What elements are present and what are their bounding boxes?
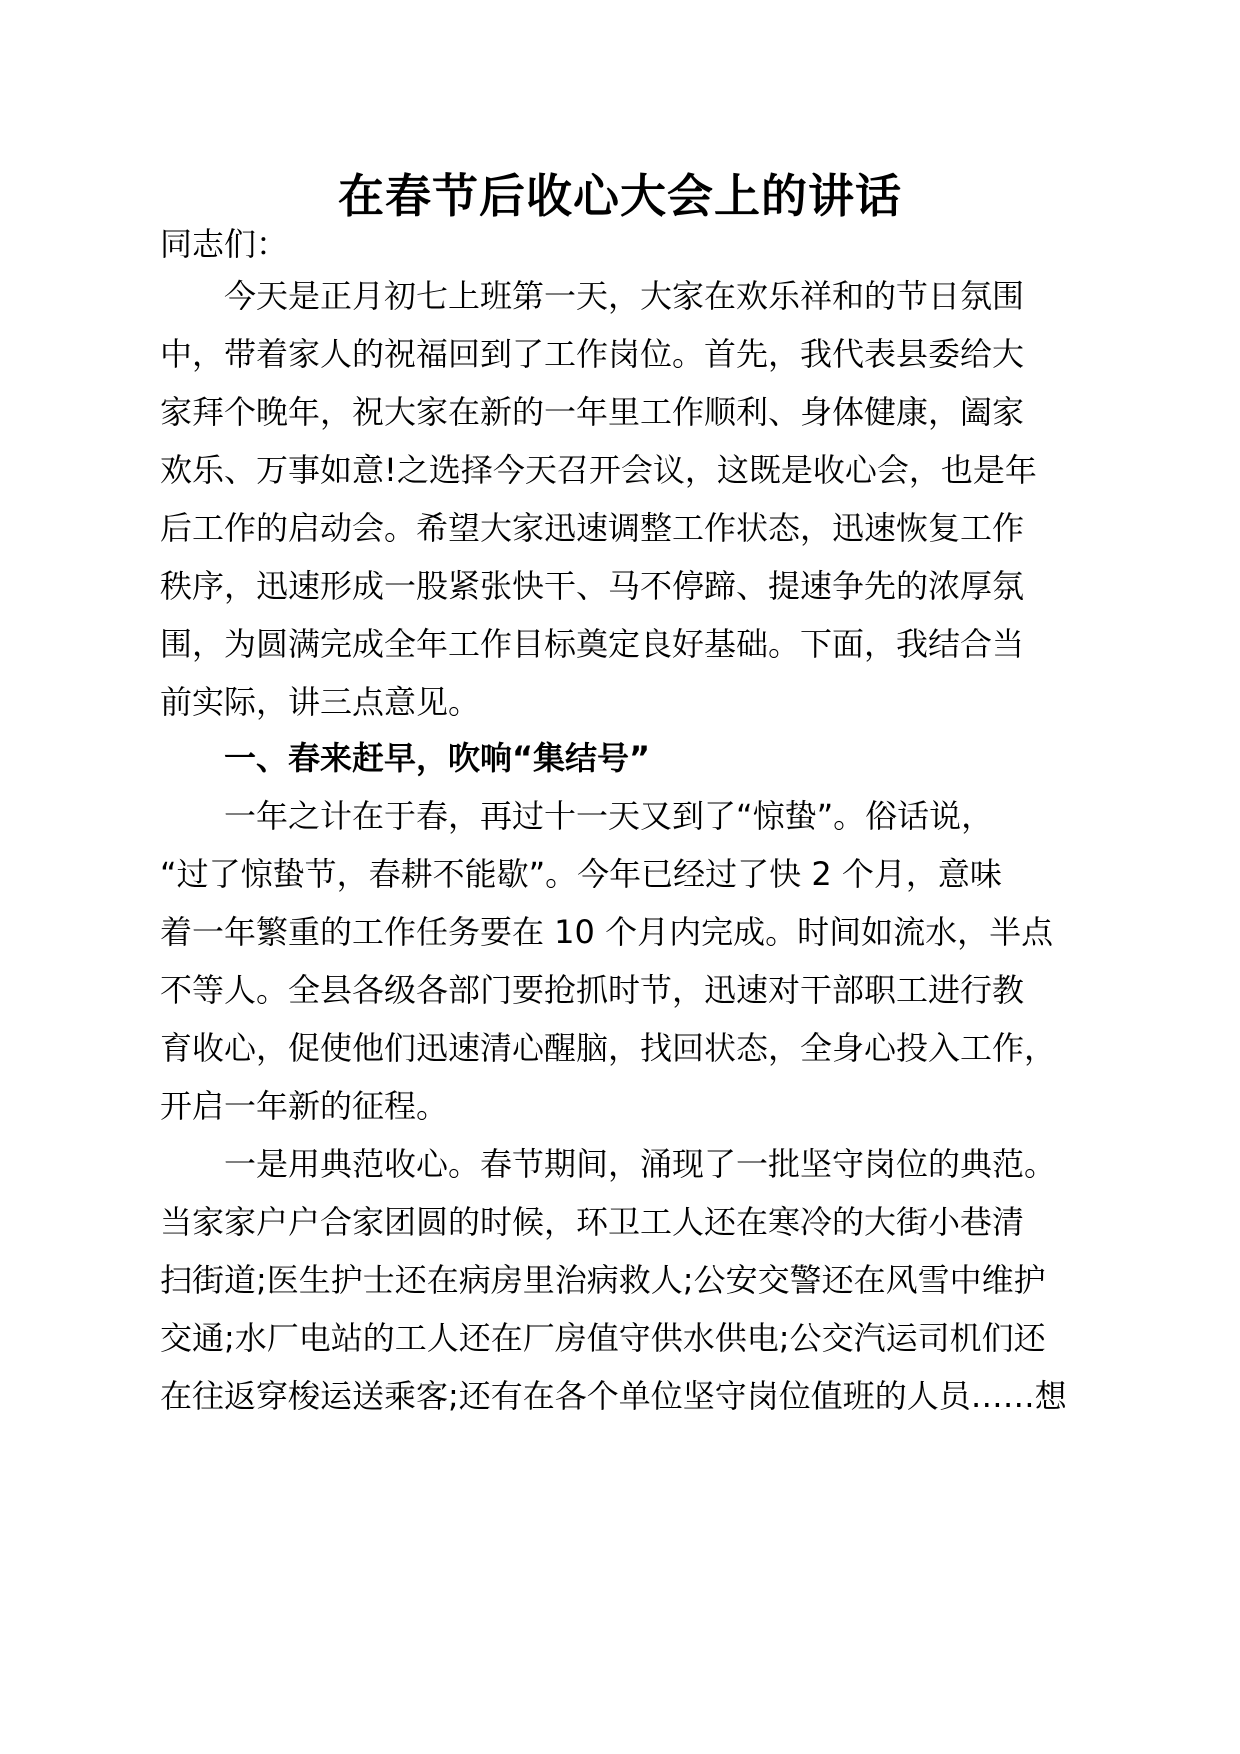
paragraph-line: 秩序，迅速形成一股紧张快干、马不停蹄、提速争先的浓厚氛 <box>160 567 1025 605</box>
paragraph-line: 欢乐、万事如意!之选择今天召开会议，这既是收心会，也是年 <box>160 451 1037 489</box>
paragraph-line: “过了惊蛰节，春耕不能歇”。今年已经过了快 2 个月，意味 <box>160 855 1002 893</box>
paragraph-line: 后工作的启动会。希望大家迅速调整工作状态，迅速恢复工作 <box>160 509 1025 547</box>
paragraph-line: 扫街道;医生护士还在病房里治病救人;公安交警还在风雪中维护 <box>160 1261 1046 1299</box>
paragraph-line: 在往返穿梭运送乘客;还有在各个单位坚守岗位值班的人员……想 <box>160 1377 1067 1415</box>
paragraph-line: 育收心，促使他们迅速清心醒脑，找回状态，全身心投入工作， <box>160 1029 1057 1067</box>
document-title: 在春节后收心大会上的讲话 <box>338 169 902 223</box>
paragraph-line: 不等人。全县各级各部门要抢抓时节，迅速对干部职工进行教 <box>160 971 1025 1009</box>
paragraph-line: 当家家户户合家团圆的时候，环卫工人还在寒冷的大街小巷清 <box>160 1203 1025 1241</box>
paragraph-line: 一是用典范收心。春节期间，涌现了一批坚守岗位的典范。 <box>224 1145 1057 1183</box>
paragraph-line: 着一年繁重的工作任务要在 10 个月内完成。时间如流水，半点 <box>160 913 1054 951</box>
paragraph-line: 前实际，讲三点意见。 <box>160 683 481 721</box>
paragraph-line: 中，带着家人的祝福回到了工作岗位。首先，我代表县委给大 <box>160 335 1025 373</box>
paragraph-line: 开启一年新的征程。 <box>160 1087 449 1125</box>
paragraph-line: 一年之计在于春，再过十一天又到了“惊蛰”。俗话说， <box>224 797 994 835</box>
salutation: 同志们： <box>160 225 289 263</box>
paragraph-line: 围，为圆满完成全年工作目标奠定良好基础。下面，我结合当 <box>160 625 1025 663</box>
paragraph-line: 交通;水厂电站的工人还在厂房值守供水供电;公交汽运司机们还 <box>160 1319 1046 1357</box>
paragraph-line: 家拜个晚年，祝大家在新的一年里工作顺利、身体健康，阖家 <box>160 393 1025 431</box>
paragraph-line: 今天是正月初七上班第一天，大家在欢乐祥和的节日氛围 <box>224 277 1025 315</box>
section-heading: 一、春来赶早，吹响“集结号” <box>224 739 651 777</box>
